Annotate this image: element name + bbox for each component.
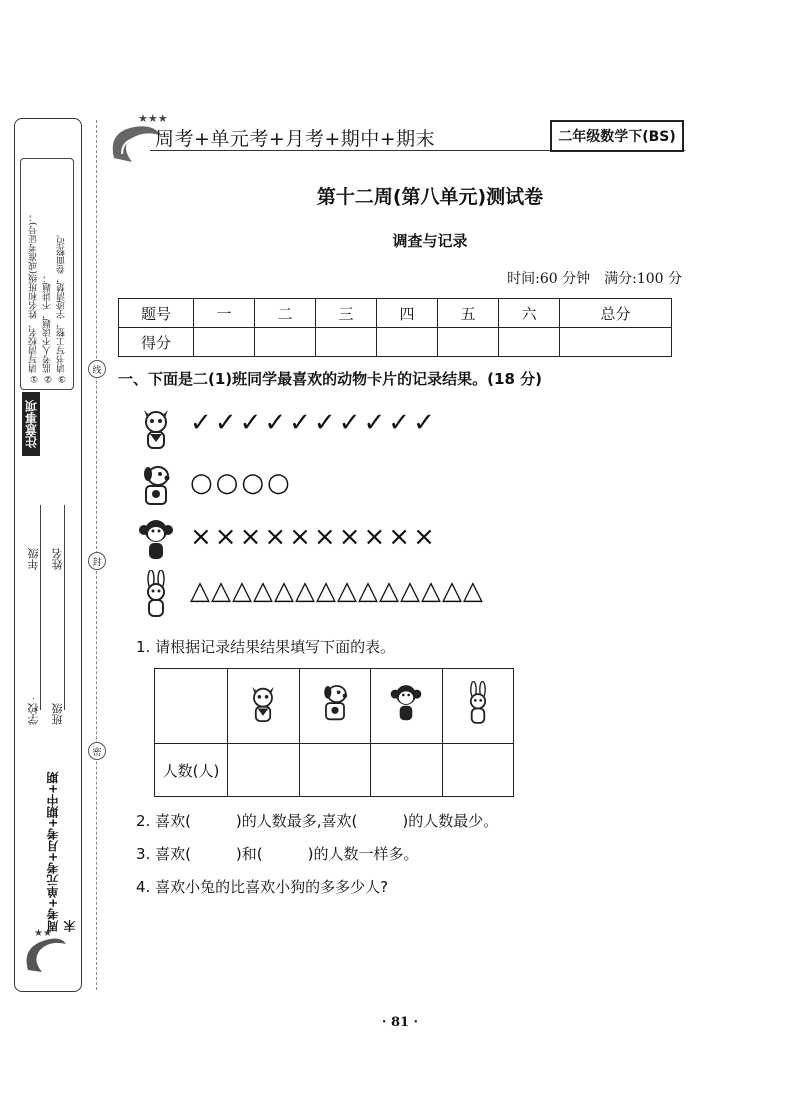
count-corner-cell: [155, 669, 228, 744]
score-header-cell: 二: [255, 299, 316, 328]
seal-mi: 密: [88, 742, 106, 760]
monkey-record: ××××××××××: [190, 522, 438, 552]
count-input-cat[interactable]: [228, 744, 300, 797]
score-header-cell: 六: [499, 299, 560, 328]
score-input-cell[interactable]: [560, 328, 672, 357]
seal-feng: 封: [88, 552, 106, 570]
grade-badge: 二年级数学下(BS): [550, 120, 684, 152]
score-header-cell: 五: [438, 299, 499, 328]
count-input-dog[interactable]: [299, 744, 371, 797]
school-label: 学校: [27, 703, 40, 725]
monkey-icon: [136, 516, 176, 566]
page-subtitle: 调查与记录: [392, 232, 468, 250]
rabbit-icon: [136, 570, 176, 620]
dog-record: ○○○○: [190, 468, 293, 498]
monkey-icon: [388, 681, 424, 727]
score-table: [118, 298, 672, 357]
count-row-label: 人数(人): [155, 744, 228, 797]
strip-logo-icon: [20, 920, 70, 980]
seal-xian: 线: [88, 360, 106, 378]
dog-icon: [317, 681, 353, 727]
rabbit-record: △△△△△△△△△△△△△△: [190, 576, 484, 606]
score-input-cell[interactable]: [499, 328, 560, 357]
time-info: 时间:60 分钟 满分:100 分: [507, 271, 682, 287]
notice-line-1: ①请写清校名、姓名和班级(或准考证号)；: [29, 212, 39, 383]
score-value-row: [119, 328, 672, 357]
count-input-rabbit[interactable]: [442, 744, 514, 797]
name-label: 姓名: [51, 548, 64, 570]
rabbit-icon: [460, 681, 496, 727]
count-input-monkey[interactable]: [371, 744, 443, 797]
dog-icon: [136, 462, 176, 512]
count-header-row: [155, 669, 514, 744]
sub-question-3: 3. 喜欢( )和( )的人数一样多。: [136, 845, 419, 863]
class-label: 班级: [51, 703, 64, 725]
count-header-dog: [299, 669, 371, 744]
score-input-cell[interactable]: [377, 328, 438, 357]
sub-question-4: 4. 喜欢小兔的比喜欢小狗的多多少人?: [136, 878, 389, 896]
field-line-1: [40, 505, 42, 710]
count-header-monkey: [371, 669, 443, 744]
cat-icon: [245, 681, 281, 727]
cat-icon: [136, 404, 176, 454]
notice-line-2: ②监考人不读题，不讲题；: [43, 274, 53, 383]
score-input-cell[interactable]: [194, 328, 255, 357]
notice-tag: 注意事项: [22, 392, 40, 456]
sub-question-1: 1. 请根据记录结果结果填写下面的表。: [136, 638, 396, 656]
count-table: [154, 668, 514, 797]
question-1-text: 一、下面是二(1)班同学最喜欢的动物卡片的记录结果。(18 分): [118, 370, 542, 388]
sub-question-2: 2. 喜欢( )的人数最多,喜欢( )的人数最少。: [136, 812, 499, 830]
notice-line-3: ③请书写工整，字迹清楚，卷面整洁。: [57, 229, 67, 383]
svg-text:★★★: ★★★: [138, 112, 168, 125]
score-row-label: 得分: [119, 328, 194, 357]
score-header-cell: 四: [377, 299, 438, 328]
score-header-cell: 总分: [560, 299, 672, 328]
field-line-2: [64, 505, 66, 710]
score-header-cell: 题号: [119, 299, 194, 328]
score-header-row: [119, 299, 672, 328]
count-value-row: [155, 744, 514, 797]
score-input-cell[interactable]: [316, 328, 377, 357]
page-number: · 81 ·: [381, 1015, 419, 1030]
page-title: 第十二周(第八单元)测试卷: [316, 186, 544, 208]
score-header-cell: 一: [194, 299, 255, 328]
brand-title: 周考+单元考+月考+期中+期末: [155, 128, 436, 150]
strip-brand: 周考+单元考+月考+期中+期末: [46, 771, 77, 932]
grade-label: 年级: [27, 548, 40, 570]
score-input-cell[interactable]: [255, 328, 316, 357]
count-header-rabbit: [442, 669, 514, 744]
school-blank[interactable]: [34, 628, 35, 699]
score-header-cell: 三: [316, 299, 377, 328]
svg-text:★★: ★★: [34, 928, 52, 939]
cat-record: ✓✓✓✓✓✓✓✓✓✓: [190, 408, 438, 438]
score-input-cell[interactable]: [438, 328, 499, 357]
count-header-cat: [228, 669, 300, 744]
